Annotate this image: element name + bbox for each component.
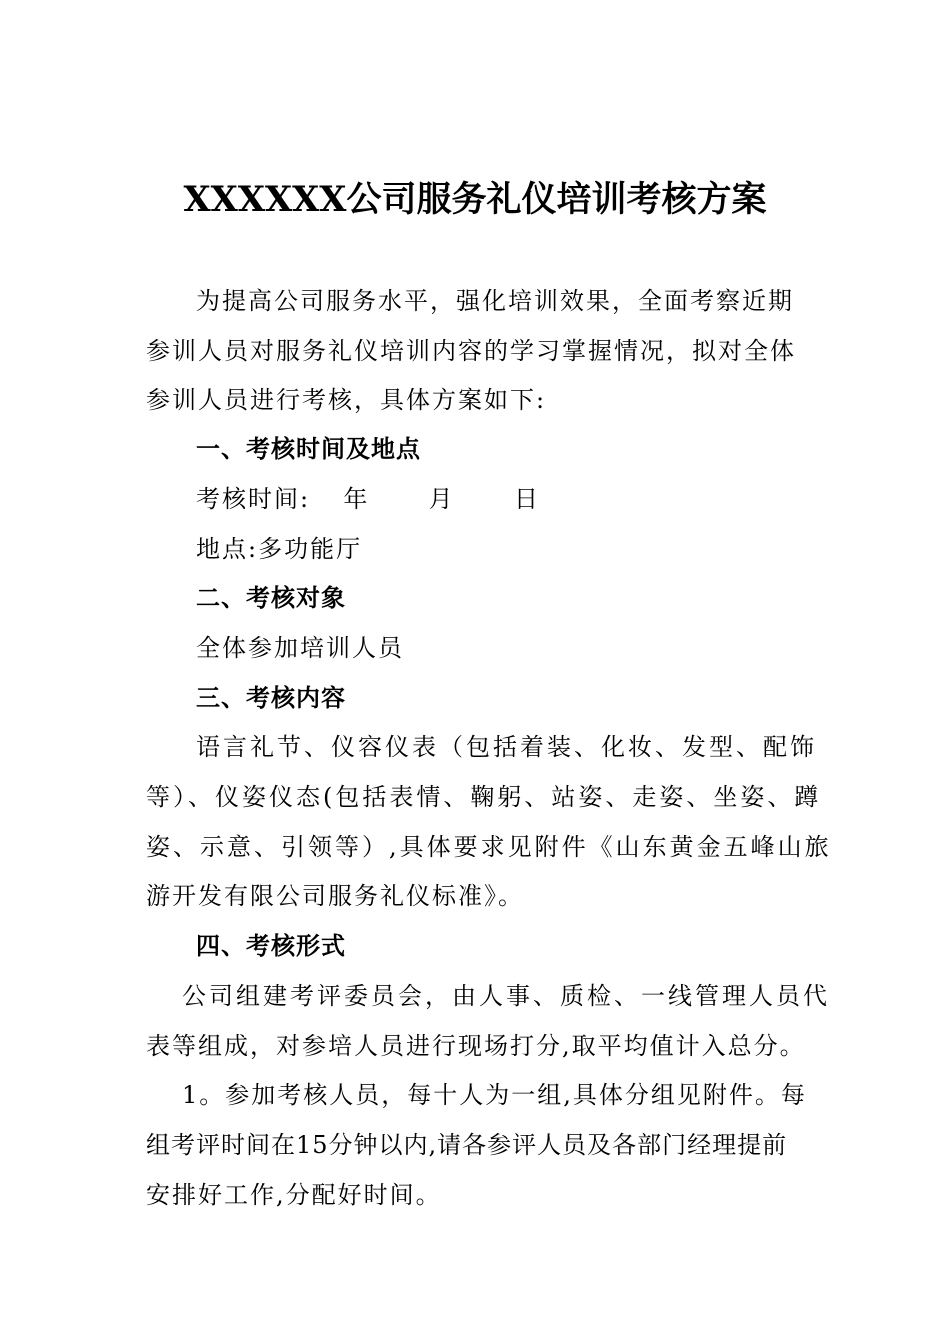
section-4-line-2: 表等组成，对参培人员进行现场打分,取平均值计入总分。 bbox=[146, 1032, 806, 1060]
intro-line-2: 参训人员对服务礼仪培训内容的学习掌握情况，拟对全体 bbox=[146, 337, 796, 365]
exam-year: 年 bbox=[343, 485, 370, 513]
section-3-line-1: 语言礼节、仪容仪表（包括着装、化妆、发型、配饰 bbox=[196, 733, 817, 761]
section-4-heading: 四、考核形式 bbox=[196, 932, 346, 960]
section-3-line-4: 游开发有限公司服务礼仪标准》。 bbox=[146, 882, 524, 910]
section-4-item-1-line-3: 安排好工作,分配好时间。 bbox=[146, 1181, 442, 1209]
section-4-line-1: 公司组建考评委员会，由人事、质检、一线管理人员代 bbox=[182, 982, 830, 1010]
section-2-heading: 二、考核对象 bbox=[196, 584, 346, 612]
document-title: XXXXXX公司服务礼仪培训考核方案 bbox=[183, 179, 767, 220]
exam-time-label: 考核时间: bbox=[196, 485, 311, 513]
exam-time-line bbox=[196, 482, 540, 516]
section-3-line-3: 姿、示意、引领等）,具体要求见附件《山东黄金五峰山旅 bbox=[146, 833, 832, 861]
exam-day: 日 bbox=[513, 485, 540, 513]
section-4-item-1-line-1: 1。参加考核人员，每十人为一组,具体分组见附件。每 bbox=[182, 1081, 807, 1109]
intro-line-1: 为提高公司服务水平，强化培训效果，全面考察近期 bbox=[196, 287, 794, 315]
section-4-item-1-line-2: 组考评时间在15分钟以内,请各参评人员及各部门经理提前 bbox=[146, 1131, 788, 1159]
intro-line-3: 参训人员进行考核，具体方案如下: bbox=[146, 386, 547, 414]
exam-location: 地点:多功能厅 bbox=[196, 535, 363, 563]
exam-month: 月 bbox=[428, 485, 455, 513]
section-3-heading: 三、考核内容 bbox=[196, 684, 346, 712]
section-1-heading: 一、考核时间及地点 bbox=[196, 435, 421, 463]
section-2-body: 全体参加培训人员 bbox=[196, 634, 404, 662]
section-3-line-2: 等）、仪姿仪态(包括表情、鞠躬、站姿、走姿、坐姿、蹲 bbox=[146, 783, 822, 811]
